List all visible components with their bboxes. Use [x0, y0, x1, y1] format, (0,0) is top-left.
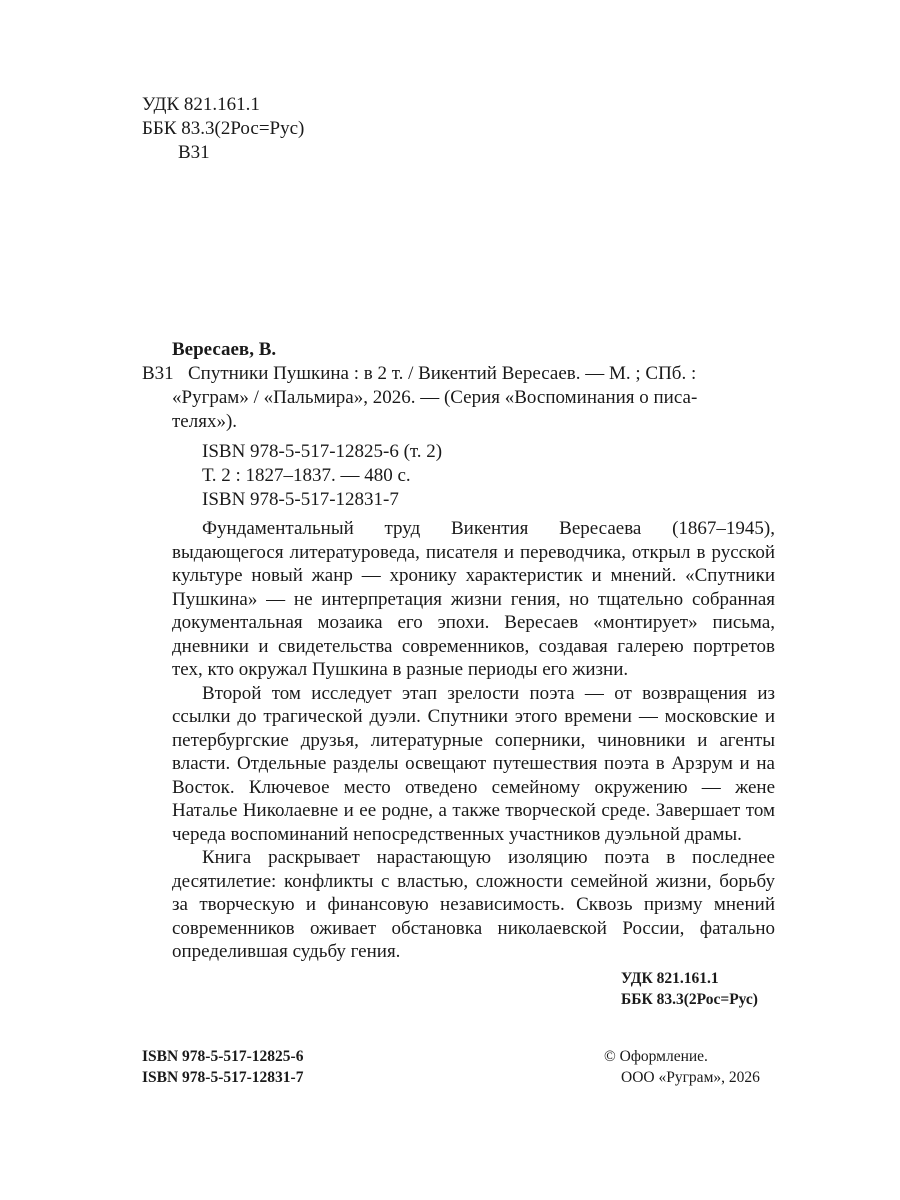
record-author-code: В31 [142, 363, 174, 384]
record-line-1: Спутники Пушкина : в 2 т. / Викентий Вересаев. — М. ; СПб. : [188, 363, 697, 384]
top-author-code: В31 [178, 142, 210, 163]
record-isbn-set: ISBN 978-5-517-12831-7 [202, 489, 399, 510]
isbn-set: ISBN 978-5-517-12831-7 [142, 1069, 304, 1086]
record-isbn-volume: ISBN 978-5-517-12825-6 (т. 2) [202, 441, 443, 462]
record-author: Вересаев, В. [172, 339, 277, 360]
abstract-paragraph-1: Фундаментальный труд Викентия Вересаева (1867–1945), выдающегося литературоведа, писателя и переводчика, открыл в русской культуре новый жанр — хронику характеристик и мнений. «Спутники Пушкина» — не интерпретация жизни гения, но тщательно собранная документальная мозаика его эпохи. Вересаев «монтирует» письма, дневники и свидетельства современников, создавая галерею портретов тех, кто окружал Пушкина в разные периоды его жизни. [172, 518, 775, 680]
record-line-2: «Руграм» / «Пальмира», 2026. — (Серия «Воспоминания о писа- [172, 387, 698, 408]
isbn-volume: ISBN 978-5-517-12825-6 [142, 1048, 304, 1065]
record-line-3: телях»). [172, 411, 238, 432]
bottom-bbk: ББК 83.3(2Рос=Рус) [621, 991, 758, 1008]
copyright-publisher: ООО «Руграм», 2026 [621, 1069, 760, 1086]
top-udk: УДК 821.161.1 [142, 94, 260, 115]
abstract-paragraph-3: Книга раскрывает нарастающую изоляцию поэта в последнее десятилетие: конфликты с властью, сложности семейной жизни, борьбу за творческую и финансовую независимость. Сквозь призму мнений современников оживает обстановка николаевской России, фатально определившая судьбу гения. [172, 847, 775, 962]
abstract-paragraph-2: Второй том исследует этап зрелости поэта — от возвращения из ссылки до трагической дуэли. Спутники этого времени — московские и петербургские друзья, литературные соперники, чиновники и агенты власти. Отдельные разделы освещают путешествия поэта в Арзрум и на Восток. Ключевое место отведено семейному окружению — жене Наталье Николаевне и ее родне, а также творческой среде. Завершает том череда воспоминаний непосредственных участников дуэльной драмы. [172, 682, 775, 845]
abstract [172, 517, 775, 964]
copyright-design: © Оформление. [604, 1048, 708, 1065]
record-volume-info: Т. 2 : 1827–1837. — 480 с. [202, 465, 411, 486]
bottom-udk: УДК 821.161.1 [621, 970, 719, 987]
top-bbk: ББК 83.3(2Рос=Рус) [142, 118, 305, 139]
